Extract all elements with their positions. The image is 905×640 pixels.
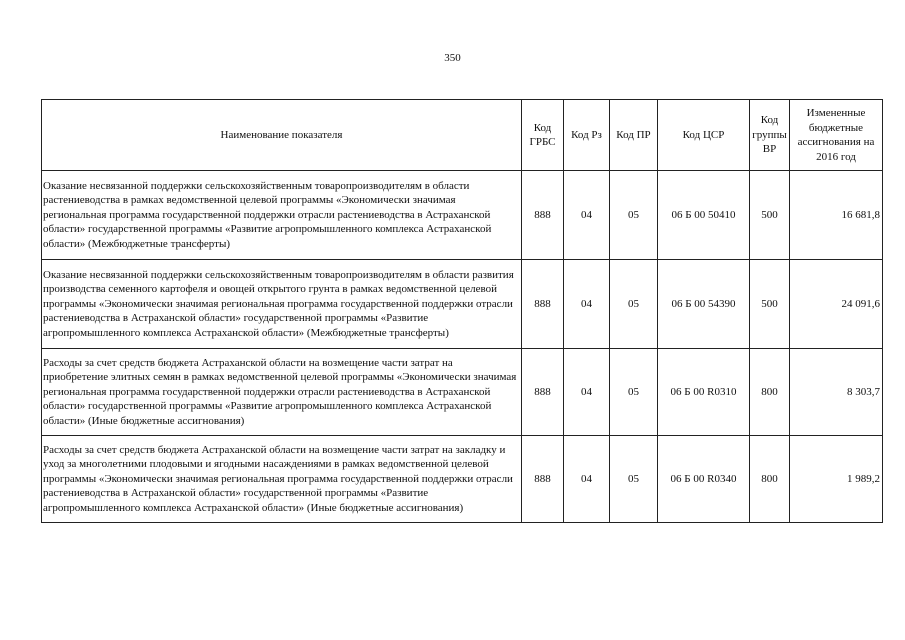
row-csr: 06 Б 00 54390 [658,260,750,349]
row-csr: 06 Б 00 R0340 [658,436,750,523]
row-grbs: 888 [522,349,564,436]
row-rz: 04 [564,349,610,436]
row-vr: 800 [750,436,790,523]
row-grbs: 888 [522,260,564,349]
row-name: Оказание несвязанной поддержки сельскохозяйственным товаропроизводителям в области развития производства семенного картофеля и овощей открытого грунта в рамках ведомственной целевой программы «Экономически значимая региональная программа государственной поддержки отрасли растениеводства в Астраханской области» государственной программы «Развитие агропромышленного комплекса Астраханской области» (Межбюджетные трансферты) [42,260,522,349]
budget-table [41,99,883,523]
row-rz: 04 [564,436,610,523]
row-amount: 8 303,7 [790,349,883,436]
header-vr: Код группы ВР [750,100,790,171]
table-row [42,171,883,260]
table-row [42,436,883,523]
header-csr: Код ЦСР [658,100,750,171]
row-pr: 05 [610,171,658,260]
row-rz: 04 [564,260,610,349]
row-vr: 500 [750,171,790,260]
row-name: Расходы за счет средств бюджета Астраханской области на возмещение части затрат на приобретение элитных семян в рамках ведомственной целевой программы «Экономически значимая региональная программа государственной поддержки отрасли растениеводства в Астраханской области» государственной программы «Развитие агропромышленного комплекса Астраханской области» (Иные бюджетные ассигнования) [42,349,522,436]
header-grbs: Код ГРБС [522,100,564,171]
row-pr: 05 [610,436,658,523]
table-row [42,349,883,436]
row-vr: 500 [750,260,790,349]
row-csr: 06 Б 00 50410 [658,171,750,260]
row-amount: 1 989,2 [790,436,883,523]
row-amount: 16 681,8 [790,171,883,260]
row-name: Оказание несвязанной поддержки сельскохозяйственным товаропроизводителям в области растениеводства в рамках ведомственной целевой программы «Экономически значимая региональная программа государственной поддержки отрасли растениеводства в Астраханской области» государственной программы «Развитие агропромышленного комплекса Астраханской области» (Межбюджетные трансферты) [42,171,522,260]
page-number: 350 [444,52,461,64]
header-name: Наименование показателя [42,100,522,171]
header-row [42,100,883,171]
header-rz: Код Рз [564,100,610,171]
row-vr: 800 [750,349,790,436]
row-csr: 06 Б 00 R0310 [658,349,750,436]
row-name: Расходы за счет средств бюджета Астраханской области на возмещение части затрат на закладку и уход за многолетними плодовыми и ягодными насаждениями в рамках ведомственной целевой программы «Экономически значимая региональная программа государственной поддержки отрасли растениеводства в Астраханской области» государственной программы «Развитие агропромышленного комплекса Астраханской области» (Иные бюджетные ассигнования) [42,436,522,523]
header-amount: Измененные бюджетные ассигнования на 2016 год [790,100,883,171]
row-grbs: 888 [522,171,564,260]
row-pr: 05 [610,260,658,349]
header-pr: Код ПР [610,100,658,171]
table-row [42,260,883,349]
row-rz: 04 [564,171,610,260]
row-grbs: 888 [522,436,564,523]
row-pr: 05 [610,349,658,436]
row-amount: 24 091,6 [790,260,883,349]
